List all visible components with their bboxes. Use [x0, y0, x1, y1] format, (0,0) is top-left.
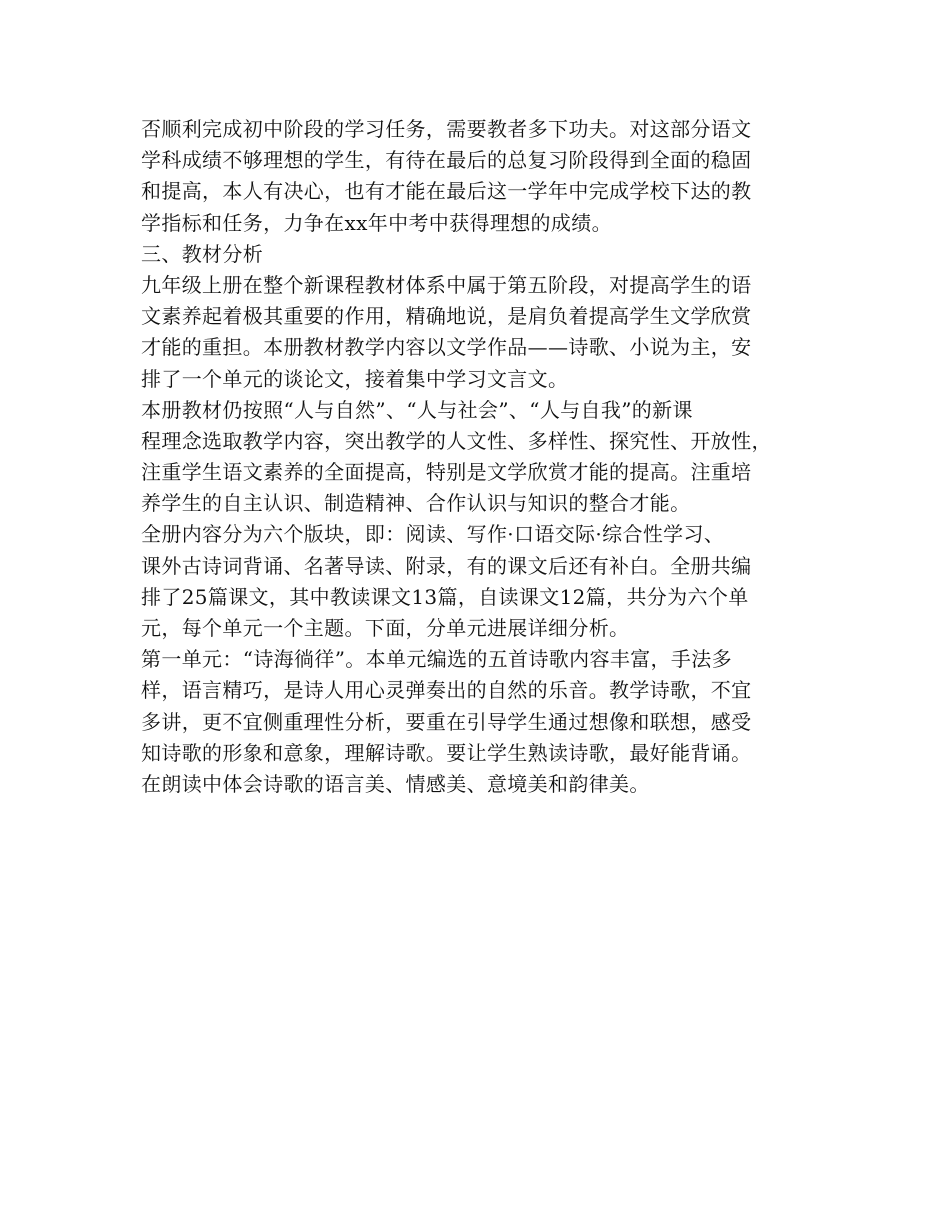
- document-page: [141, 114, 831, 800]
- text-line: 元，每个单元一个主题。下面，分单元进展详细分析。: [141, 616, 630, 640]
- text-line: 注重学生语文素养的全面提高，特别是文学欣赏才能的提高。注重培: [141, 460, 752, 485]
- text-line: 九年级上册在整个新课程教材体系中属于第五阶段，对提高学生的语: [141, 272, 752, 297]
- text-line: 文素养起着极其重要的作用，精确地说，是肩负着提高学生文学欣赏: [141, 304, 752, 329]
- text-line: 和提高，本人有决心，也有才能在最后这一学年中完成学校下达的教: [141, 179, 752, 204]
- text-line: 排了25篇课文，其中教读课文13篇，自读课文12篇，共分为六个单: [141, 584, 749, 609]
- text-line: 才能的重担。本册教材教学内容以文学作品——诗歌、小说为主，安: [141, 335, 752, 360]
- text-line: 在朗读中体会诗歌的语言美、情感美、意境美和韵律美。: [141, 771, 650, 796]
- text-line: 全册内容分为六个版块，即：阅读、写作·口语交际·综合性学习、: [141, 522, 725, 547]
- text-line: 第一单元：“诗海徜徉”。本单元编选的五首诗歌内容丰富，手法多: [141, 647, 732, 672]
- text-line: 养学生的自主认识、制造精神、合作认识与知识的整合才能。: [141, 491, 691, 516]
- text-line: 多讲，更不宜侧重理性分析，要重在引导学生通过想像和联想，感受: [141, 709, 752, 734]
- text-line: 本册教材仍按照“人与自然”、“人与社会”、“人与自我”的新课: [141, 397, 693, 422]
- text-line: 学指标和任务，力争在xx年中考中获得理想的成绩。: [141, 210, 612, 235]
- section-heading: 三、教材分析: [141, 241, 264, 266]
- text-line: 排了一个单元的谈论文，接着集中学习文言文。: [141, 366, 569, 391]
- text-line: 学科成绩不够理想的学生，有待在最后的总复习阶段得到全面的稳固: [141, 148, 752, 173]
- text-line: 样，语言精巧，是诗人用心灵弹奏出的自然的乐音。教学诗歌，不宜: [141, 678, 752, 703]
- text-line: 课外古诗词背诵、名著导读、附录，有的课文后还有补白。全册共编: [141, 553, 752, 578]
- text-line: 程理念选取教学内容，突出教学的人文性、多样性、探究性、开放性，: [141, 428, 772, 453]
- text-line: 知诗歌的形象和意象，理解诗歌。要让学生熟读诗歌，最好能背诵。: [141, 740, 752, 765]
- text-line: 否顺利完成初中阶段的学习任务，需要教者多下功夫。对这部分语文: [141, 117, 752, 141]
